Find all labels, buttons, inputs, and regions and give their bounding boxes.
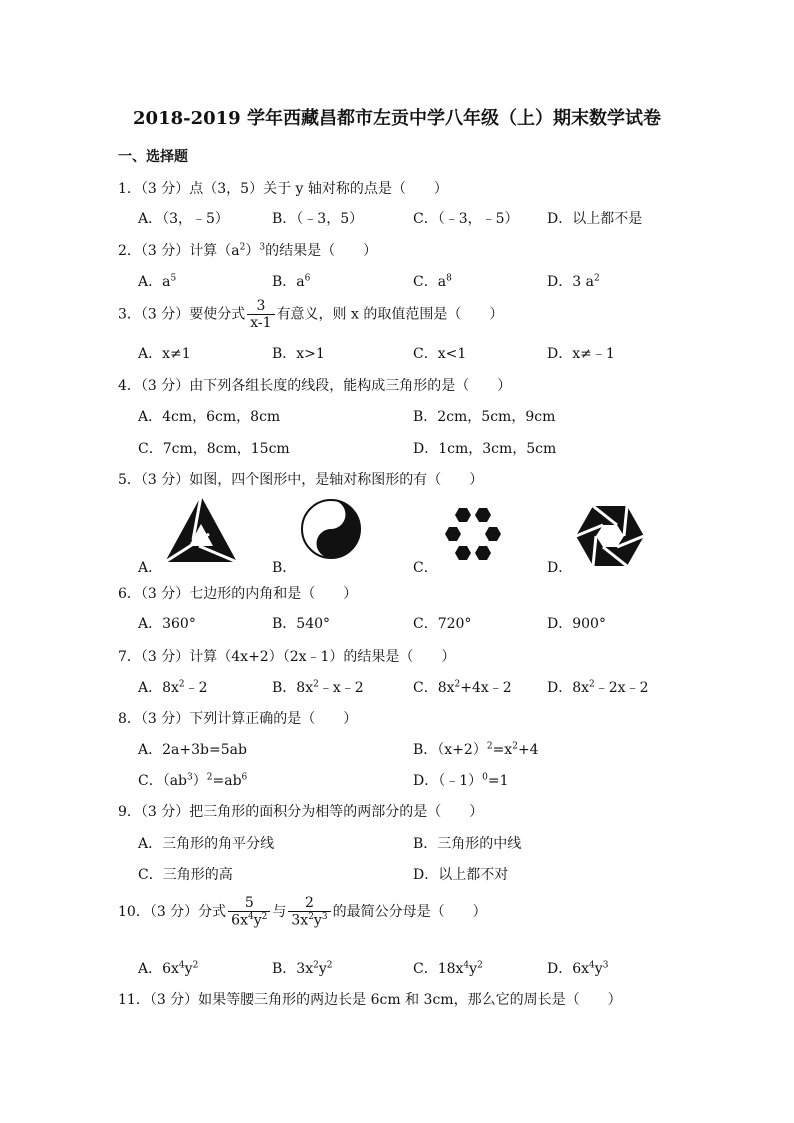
q5-option-d: D．: [547, 560, 573, 576]
q3-option-c: C．x<1: [413, 346, 467, 362]
q10-option-c: C．$18x^4y^2$: [413, 960, 483, 977]
q6-option-d: D．900°: [547, 616, 606, 632]
q9-option-d: D．以上都不对: [413, 867, 509, 883]
q7-option-d: D．$8x^2﹣2x﹣2$: [547, 679, 649, 696]
fraction: $\frac{3}{x-1}$: [247, 298, 274, 331]
q2-option-d: D．3 $a^2$: [547, 273, 600, 290]
q9-option-b: B．三角形的中线: [413, 836, 522, 852]
q9-option-a: A．三角形的角平分线: [138, 836, 275, 852]
q8-option-c: C．$(ab^3)^2=ab^6$: [138, 772, 248, 789]
page-title: 2018-2019 学年西藏昌都市左贡中学八年级（上）期末数学试卷: [133, 108, 661, 129]
q7-option-c: C．$8x^2+4x﹣2$: [413, 679, 512, 696]
q4-option-d: D．1cm，3cm，5cm: [413, 441, 557, 457]
q5-option-c: C．: [413, 560, 438, 576]
q6-option-b: B．540°: [272, 616, 331, 632]
q4-option-a: A．4cm，6cm，8cm: [138, 409, 281, 425]
hexagon-shutter-icon: [575, 505, 645, 567]
section-heading: 一、选择题: [118, 149, 188, 165]
q4-option-b: B．2cm，5cm，9cm: [413, 409, 556, 425]
triangle-pinwheel-icon: [163, 494, 239, 566]
q2-option-c: C．$a^8$: [413, 273, 452, 290]
q8-option-a: A．2a+3b=5ab: [138, 742, 247, 758]
question-8: 8．（3 分）下列计算正确的是（ ）: [118, 711, 358, 727]
q9-option-c: C．三角形的高: [138, 867, 233, 883]
q6-option-c: C．720°: [413, 616, 472, 632]
question-10: 10．（3 分）分式 $\frac{5}{6x^4y^2}$ 与 $\frac{2}{3x^2y^3}$ 的最简公分母是（ ）: [118, 895, 487, 929]
q10-option-b: B．$3x^2y^2$: [272, 960, 333, 977]
question-6: 6．（3 分）七边形的内角和是（ ）: [118, 586, 358, 602]
question-2: 2．（3 分）计算$(a^2)^3$的结果是（ ）: [118, 242, 378, 259]
q5-option-b: B．: [272, 560, 297, 576]
q2-option-b: B．$a^6$: [272, 273, 311, 290]
question-4: 4．（3 分）由下列各组长度的线段，能构成三角形的是（ ）: [118, 378, 512, 394]
question-11: 11．（3 分）如果等腰三角形的两边长是 6cm 和 3cm，那么它的周长是（ ）: [118, 992, 622, 1008]
q4-option-c: C．7cm，8cm，15cm: [138, 441, 290, 457]
q3-option-b: B．x>1: [272, 346, 325, 362]
q10-option-a: A．$6x^4y^2$: [138, 960, 199, 977]
hexagon-flower-icon: [440, 506, 506, 564]
q7-option-b: B．$8x^2﹣x﹣2$: [272, 679, 364, 696]
question-7: 7．（3 分）计算（4x+2）（2x﹣1）的结果是（ ）: [118, 649, 456, 665]
fraction-1: $\frac{5}{6x^4y^2}$: [228, 895, 270, 929]
question-5: 5．（3 分）如图，四个图形中，是轴对称图形的有（ ）: [118, 472, 484, 488]
question-3: 3．（3 分）要使分式 $\frac{3}{x-1}$ 有意义，则 x 的取值范围是（ ）: [118, 298, 504, 332]
question-1: 1．（3 分）点（3，5）关于 y 轴对称的点是（ ）: [118, 181, 448, 197]
fraction-2: $\frac{2}{3x^2y^3}$: [288, 895, 330, 929]
q7-option-a: A．$8x^2﹣2$: [138, 679, 208, 696]
question-9: 9．（3 分）把三角形的面积分为相等的两部分的是（ ）: [118, 804, 484, 820]
q3-option-d: D．x≠﹣1: [547, 346, 615, 362]
q10-option-d: D．$6x^4y^3$: [547, 960, 609, 977]
q1-option-c: C．（﹣3，﹣5）: [413, 211, 519, 227]
q2-option-a: A．$a^5$: [138, 273, 177, 290]
q6-option-a: A．360°: [138, 616, 196, 632]
q1-option-a: A．（3，﹣5）: [138, 211, 229, 227]
q1-option-d: D．以上都不是: [547, 211, 643, 227]
q8-option-d: D．（﹣1）$^0$=1: [413, 772, 509, 789]
q8-option-b: B．$(x+2)^2=x^2+4$: [413, 741, 539, 758]
q5-option-a: A．: [138, 560, 163, 576]
q3-option-a: A．x≠1: [138, 346, 191, 362]
q1-option-b: B．（﹣3，5）: [272, 211, 364, 227]
yin-yang-icon: [300, 498, 362, 560]
